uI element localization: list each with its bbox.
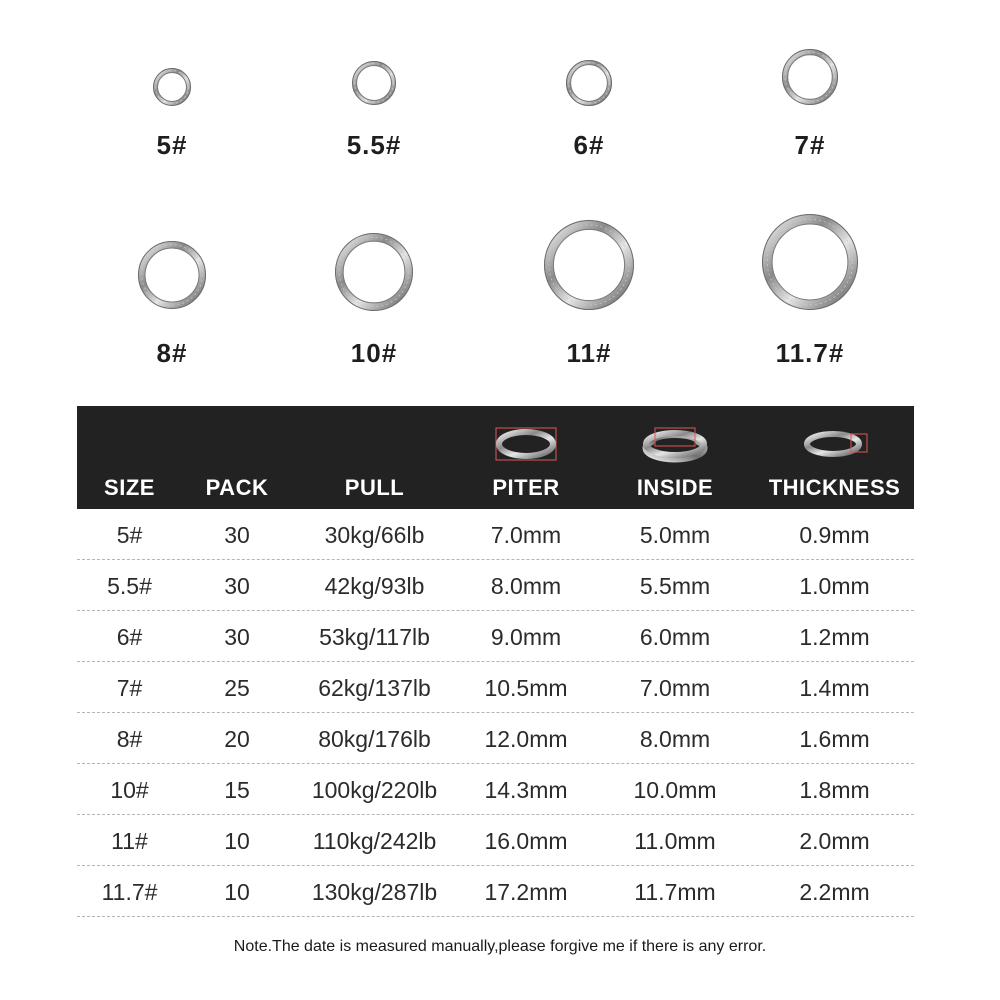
table-row (77, 662, 914, 713)
table-header (77, 406, 914, 509)
header-inside-label: INSIDE (636, 475, 714, 500)
cell-thickness: 0.9mm (799, 522, 870, 548)
split-ring-icon (540, 216, 638, 314)
table-row (77, 764, 914, 815)
table-row (77, 713, 914, 764)
cell-piter: 14.3mm (484, 777, 568, 803)
cell-pull: 130kg/287lb (311, 879, 438, 905)
cell-thickness: 1.4mm (799, 675, 870, 701)
cell-inside: 6.0mm (639, 624, 711, 650)
cell-size: 8# (116, 726, 143, 752)
split-ring-icon (134, 237, 210, 313)
cell-piter: 9.0mm (490, 624, 562, 650)
cell-inside: 7.0mm (639, 675, 711, 701)
cell-inside: 11.0mm (634, 828, 716, 854)
header-thickness (755, 406, 914, 509)
cell-pull: 100kg/220lb (311, 777, 438, 803)
header-pack-label: PACK (205, 475, 269, 500)
cell-thickness: 1.2mm (799, 624, 870, 650)
split-ring-icon (562, 56, 616, 110)
cell-pack: 10 (224, 828, 250, 854)
cell-inside: 10.0mm (633, 777, 717, 803)
disclaimer-note: Note.The date is measured manually,please forgive me if there is any error. (233, 938, 767, 955)
split-ring-icon (778, 45, 842, 109)
table-row (77, 866, 914, 917)
cell-pack: 30 (224, 624, 250, 650)
cell-inside: 5.5mm (639, 573, 711, 599)
ring-size-label: 6# (573, 130, 605, 160)
ring-outer-diameter-icon (491, 424, 561, 464)
cell-pack: 30 (224, 573, 250, 599)
split-ring-icon (348, 57, 400, 109)
cell-pack: 25 (224, 675, 250, 701)
cell-pack: 30 (224, 522, 250, 548)
table-row (77, 509, 914, 560)
cell-size: 6# (116, 624, 143, 650)
cell-pull: 30kg/66lb (324, 522, 425, 548)
cell-pack: 20 (224, 726, 250, 752)
header-size (77, 406, 182, 509)
cell-thickness: 1.0mm (799, 573, 870, 599)
cell-piter: 10.5mm (484, 675, 568, 701)
header-size-label: SIZE (104, 475, 155, 500)
cell-size: 11# (111, 828, 148, 854)
cell-pack: 10 (224, 879, 250, 905)
cell-thickness: 1.6mm (799, 726, 870, 752)
cell-inside: 11.7mm (634, 879, 716, 905)
header-piter (457, 406, 595, 509)
ring-inner-diameter-icon (640, 424, 710, 464)
ring-size-label: 10# (350, 338, 398, 368)
header-pack (182, 406, 292, 509)
ring-thickness-icon (795, 424, 875, 464)
cell-piter: 17.2mm (484, 879, 568, 905)
cell-thickness: 1.8mm (799, 777, 870, 803)
ring-size-label: 5.5# (346, 130, 402, 160)
cell-pull: 80kg/176lb (318, 726, 431, 752)
table-row (77, 560, 914, 611)
cell-thickness: 2.0mm (799, 828, 870, 854)
cell-size: 5# (116, 522, 143, 548)
ring-size-label: 8# (156, 338, 188, 368)
cell-piter: 8.0mm (490, 573, 562, 599)
header-thickness-label: THICKNESS (768, 475, 901, 500)
ring-size-label: 11.7# (775, 338, 845, 368)
cell-size: 11.7# (101, 879, 158, 905)
table-row (77, 815, 914, 866)
cell-pull: 53kg/117lb (319, 624, 430, 650)
header-piter-label: PITER (492, 475, 560, 500)
header-pull-label: PULL (344, 475, 405, 500)
header-pull (292, 406, 457, 509)
cell-inside: 5.0mm (639, 522, 711, 548)
cell-size: 7# (116, 675, 143, 701)
header-inside (595, 406, 755, 509)
table-row (77, 611, 914, 662)
cell-pull: 42kg/93lb (324, 573, 425, 599)
split-ring-icon (758, 210, 862, 314)
cell-piter: 12.0mm (484, 726, 568, 752)
cell-thickness: 2.2mm (799, 879, 870, 905)
ring-size-label: 5# (156, 130, 188, 160)
split-ring-icon (331, 229, 417, 315)
cell-pack: 15 (224, 777, 250, 803)
split-ring-icon (149, 64, 195, 110)
cell-inside: 8.0mm (639, 726, 711, 752)
table-body (77, 509, 914, 917)
ring-size-label: 7# (794, 130, 826, 160)
cell-pull: 62kg/137lb (318, 675, 431, 701)
spec-table (77, 406, 914, 917)
cell-size: 5.5# (107, 573, 152, 599)
cell-size: 10# (110, 777, 149, 803)
cell-piter: 16.0mm (484, 828, 568, 854)
cell-pull: 110kg/242lb (312, 828, 437, 854)
cell-piter: 7.0mm (490, 522, 562, 548)
ring-size-label: 11# (566, 338, 612, 368)
